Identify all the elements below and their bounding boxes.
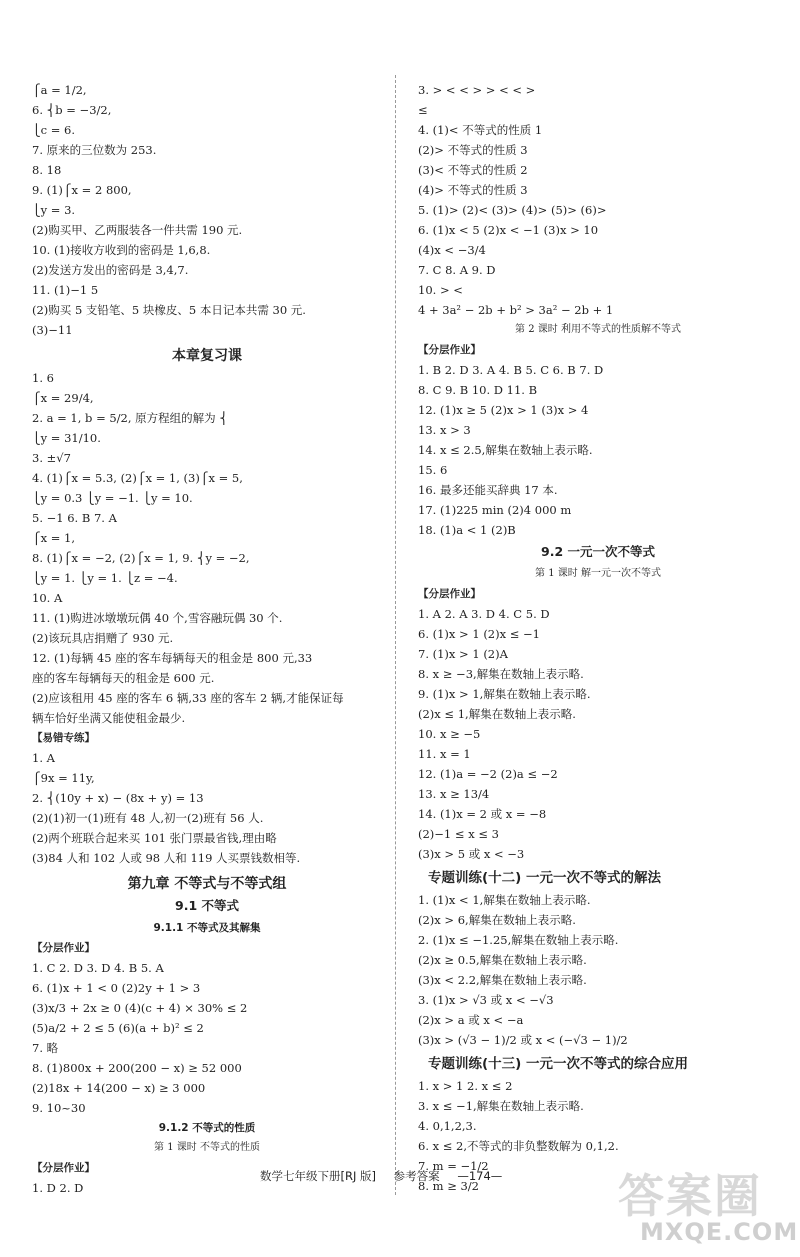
answer-line: 6. ⎨b = −3/2,: [32, 103, 112, 117]
answer-line: (4)> 不等式的性质 3: [418, 183, 528, 197]
chapter-heading: 第九章 不等式与不等式组: [127, 876, 287, 892]
answer-line: (2)两个班联合起来买 101 张门票最省钱,理由略: [32, 831, 277, 845]
answer-line: ⎩y = 1. ⎩y = 1. ⎩z = −4.: [32, 571, 178, 585]
answer-line: 8. m ≥ 3/2: [418, 1179, 479, 1193]
answer-line: 6. (1)x > 1 (2)x ≤ −1: [418, 627, 540, 641]
answer-line: 1. x > 1 2. x ≤ 2: [418, 1079, 513, 1093]
answer-line: 10. A: [32, 591, 63, 605]
answer-line: (2)> 不等式的性质 3: [418, 143, 528, 157]
answer-line: 8. C 9. B 10. D 11. B: [418, 383, 538, 397]
answer-line: ⎩y = 3.: [32, 203, 76, 217]
answer-line: 8. (1)⎧x = −2, (2)⎧x = 1, 9. ⎨y = −2,: [32, 551, 250, 565]
answer-line: (3)x > (√3 − 1)/2 或 x < (−√3 − 1)/2: [418, 1033, 628, 1047]
answer-line: 1. 6: [32, 371, 54, 385]
exercise-tag: 【分层作业】: [32, 942, 95, 954]
answer-line: 8. 18: [32, 163, 62, 177]
answer-line: 17. (1)225 min (2)4 000 m: [418, 503, 572, 517]
answer-line: (3)−11: [32, 323, 73, 337]
answer-line: (3)x < 2.2,解集在数轴上表示略.: [418, 973, 587, 987]
answer-line: (2)应该租用 45 座的客车 6 辆,33 座的客车 2 辆,才能保证每: [32, 691, 344, 705]
answer-line: 3. > < < > > < < >: [418, 83, 536, 97]
answer-line: 16. 最多还能买辞典 17 本.: [418, 483, 558, 497]
answer-line: 1. B 2. D 3. A 4. B 5. C 6. B 7. D: [418, 363, 604, 377]
answer-line: 3. (1)x > √3 或 x < −√3: [418, 993, 554, 1007]
answer-line: 1. D 2. D: [32, 1181, 84, 1195]
answer-line: 11. x = 1: [418, 747, 471, 761]
answer-line: 4. (1)< 不等式的性质 1: [418, 123, 543, 137]
answer-line: (2)发送方发出的密码是 3,4,7.: [32, 263, 189, 277]
answer-line: (3)< 不等式的性质 2: [418, 163, 528, 177]
answer-line: 11. (1)−1 5: [32, 283, 99, 297]
answer-line: 11. (1)购进冰墩墩玩偶 40 个,雪容融玩偶 30 个.: [32, 611, 283, 625]
watermark-text: 答案圈: [618, 1169, 762, 1223]
section-heading: 9.1 不等式: [175, 898, 239, 913]
answer-line: 12. (1)x ≥ 5 (2)x > 1 (3)x > 4: [418, 403, 589, 417]
answer-line: (2)18x + 14(200 − x) ≥ 3 000: [32, 1081, 206, 1095]
answer-line: 6. (1)x + 1 < 0 (2)2y + 1 > 3: [32, 981, 201, 995]
column-divider: [395, 75, 396, 1195]
answer-line: 18. (1)a < 1 (2)B: [418, 523, 516, 537]
chapter-heading: 本章复习课: [172, 348, 242, 364]
footer-section: 参考答案: [393, 1169, 440, 1183]
answer-line: 7. (1)x > 1 (2)A: [418, 647, 508, 661]
answer-line: 13. x > 3: [418, 423, 471, 437]
answer-line: 15. 6: [418, 463, 448, 477]
answer-line: (2)x ≤ 1,解集在数轴上表示略.: [418, 707, 576, 721]
answer-line: 7. m = −1/2: [418, 1159, 489, 1173]
answer-line: 12. (1)a = −2 (2)a ≤ −2: [418, 767, 558, 781]
answer-line: 3. x ≤ −1,解集在数轴上表示略.: [418, 1099, 584, 1113]
subsection-heading: 9.1.2 不等式的性质: [158, 1122, 256, 1134]
answer-line: 7. 略: [32, 1041, 59, 1055]
watermark-logo: [600, 1160, 799, 1250]
lesson-heading: 第 1 课时 解一元一次不等式: [535, 568, 661, 579]
answer-line: (2)−1 ≤ x ≤ 3: [418, 827, 499, 841]
footer-page-number: —174—: [457, 1169, 503, 1183]
answer-line: (3)x > 5 或 x < −3: [418, 847, 525, 861]
lesson-heading: 第 2 课时 利用不等式的性质解不等式: [515, 324, 681, 335]
answer-line: (2)x > a 或 x < −a: [418, 1013, 524, 1027]
answer-line: 2. a = 1, b = 5/2, 原方程组的解为 ⎨: [32, 411, 228, 425]
answer-line: (4)x < −3/4: [418, 243, 486, 257]
watermark-domain: MXQE.COM: [640, 1218, 799, 1246]
answer-line: 10. > <: [418, 283, 463, 297]
answer-line: 9. (1)x > 1,解集在数轴上表示略.: [418, 687, 591, 701]
answer-line: (3)84 人和 102 人或 98 人和 119 人买票钱数相等.: [32, 851, 301, 865]
answer-line: 4. 0,1,2,3.: [418, 1119, 477, 1133]
answer-line: 1. A: [32, 751, 55, 765]
answer-line: 1. C 2. D 3. D 4. B 5. A: [32, 961, 164, 975]
left-column: [32, 80, 382, 1198]
answer-line: 14. x ≤ 2.5,解集在数轴上表示略.: [418, 443, 593, 457]
answer-line: 1. (1)x < 1,解集在数轴上表示略.: [418, 893, 591, 907]
answer-line: 3. ±√7: [32, 451, 71, 465]
answer-line: 4. (1)⎧x = 5.3, (2)⎧x = 1, (3)⎧x = 5,: [32, 471, 243, 485]
answer-line: ⎩c = 6.: [32, 123, 75, 137]
footer-book-title: 数学七年级下册[RJ 版]: [260, 1169, 377, 1183]
answer-line: 4 + 3a² − 2b + b² > 3a² − 2b + 1: [418, 303, 614, 317]
answer-line: 7. 原来的三位数为 253.: [32, 143, 157, 157]
right-column: [418, 80, 778, 1196]
exercise-tag: 【分层作业】: [418, 588, 481, 600]
answer-line: ⎧9x = 11y,: [32, 771, 95, 785]
answer-line: (2)该玩具店捐赠了 930 元.: [32, 631, 174, 645]
exercise-tag: 【易错专练】: [32, 732, 95, 744]
page-footer: [260, 1168, 516, 1184]
subsection-heading: 9.1.1 不等式及其解集: [153, 922, 261, 934]
lesson-heading: 第 1 课时 不等式的性质: [154, 1142, 260, 1153]
answer-line: 6. (1)x < 5 (2)x < −1 (3)x > 10: [418, 223, 599, 237]
answer-line: 10. (1)接收方收到的密码是 1,6,8.: [32, 243, 211, 257]
topic-heading: 专题训练(十三) 一元一次不等式的综合应用: [428, 1056, 689, 1072]
answer-line: 9. (1)⎧x = 2 800,: [32, 183, 132, 197]
answer-line: 8. x ≥ −3,解集在数轴上表示略.: [418, 667, 584, 681]
answer-line: 12. (1)每辆 45 座的客车每辆每天的租金是 800 元,33: [32, 651, 313, 665]
answer-line: 2. (1)x ≤ −1.25,解集在数轴上表示略.: [418, 933, 619, 947]
answer-line: (2)购买甲、乙两服装各一件共需 190 元.: [32, 223, 243, 237]
answer-line: 10. x ≥ −5: [418, 727, 481, 741]
answer-line: 6. x ≤ 2,不等式的非负整数解为 0,1,2.: [418, 1139, 619, 1153]
answer-line: 1. A 2. A 3. D 4. C 5. D: [418, 607, 550, 621]
answer-line: (5)a/2 + 2 ≤ 5 (6)(a + b)² ≤ 2: [32, 1021, 204, 1035]
answer-line: ⎩y = 0.3 ⎩y = −1. ⎩y = 10.: [32, 491, 193, 505]
answer-line: ⎧a = 1/2,: [32, 83, 87, 97]
answer-line: 辆车恰好坐满又能使租金最少.: [32, 711, 186, 725]
answer-line: 2. ⎨(10y + x) − (8x + y) = 13: [32, 791, 204, 805]
answer-line: (3)x/3 + 2x ≥ 0 (4)(c + 4) × 30% ≤ 2: [32, 1001, 248, 1015]
answer-line: 7. C 8. A 9. D: [418, 263, 496, 277]
section-heading: 9.2 一元一次不等式: [541, 544, 655, 559]
answer-line: 5. −1 6. B 7. A: [32, 511, 117, 525]
answer-line: (2)购买 5 支铅笔、5 块橡皮、5 本日记本共需 30 元.: [32, 303, 306, 317]
answer-line: ⎧x = 29/4,: [32, 391, 94, 405]
answer-line: (2)(1)初一(1)班有 48 人,初一(2)班有 56 人.: [32, 811, 264, 825]
answer-line: ⎩y = 31/10.: [32, 431, 101, 445]
exercise-tag: 【分层作业】: [418, 344, 481, 356]
answer-line: ≤: [418, 103, 428, 117]
answer-line: 5. (1)> (2)< (3)> (4)> (5)> (6)>: [418, 203, 607, 217]
answer-line: 8. (1)800x + 200(200 − x) ≥ 52 000: [32, 1061, 242, 1075]
answer-line: 13. x ≥ 13/4: [418, 787, 490, 801]
exercise-tag: 【分层作业】: [32, 1162, 95, 1174]
answer-line: 14. (1)x = 2 或 x = −8: [418, 807, 547, 821]
answer-line: 座的客车每辆每天的租金是 600 元.: [32, 671, 215, 685]
answer-line: 9. 10~30: [32, 1101, 86, 1115]
answer-line: (2)x ≥ 0.5,解集在数轴上表示略.: [418, 953, 587, 967]
answer-line: ⎧x = 1,: [32, 531, 76, 545]
topic-heading: 专题训练(十二) 一元一次不等式的解法: [428, 870, 662, 886]
answer-line: (2)x > 6,解集在数轴上表示略.: [418, 913, 576, 927]
